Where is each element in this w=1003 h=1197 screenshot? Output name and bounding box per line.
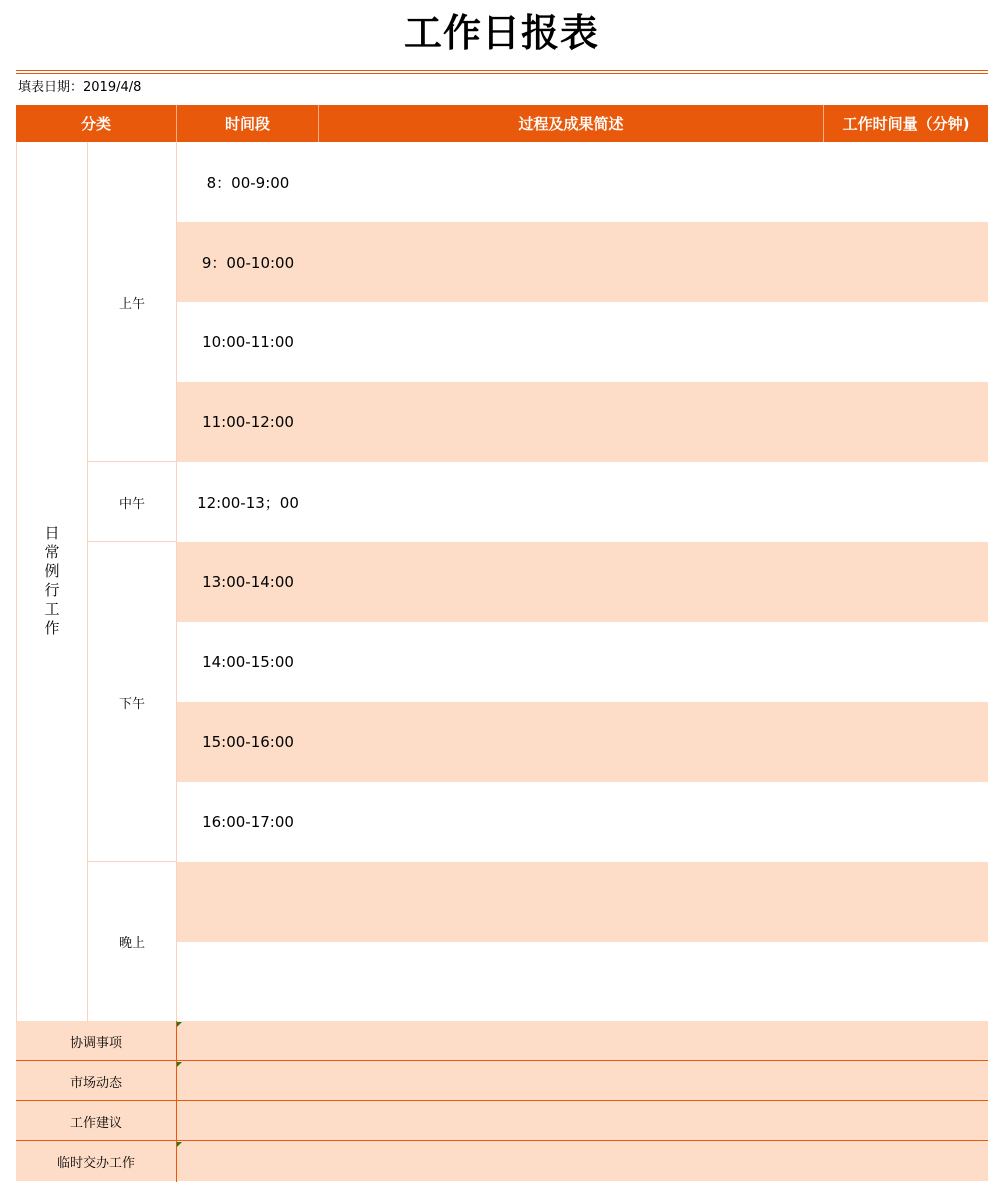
time-slot-cell: 15:00-16:00	[202, 733, 294, 751]
time-slot-cell	[177, 862, 319, 942]
time-slot-cell: 11:00-12:00	[202, 413, 294, 431]
page-title: 工作日报表	[403, 11, 599, 55]
header-description: 过程及成果简述	[318, 105, 823, 142]
period-morning: 上午	[118, 296, 145, 312]
time-slot-cell: 12:00-13；00	[197, 493, 299, 512]
comment-marker-icon	[177, 1022, 182, 1027]
comment-marker-icon	[177, 1142, 182, 1147]
time-slot-cell: 10:00-11:00	[202, 333, 294, 351]
time-slot-cell	[177, 942, 319, 1022]
column-divider	[176, 1021, 177, 1182]
header-duration: 工作时间量（分钟)	[823, 105, 988, 142]
title-rule-bottom	[16, 73, 988, 74]
time-slot-cell: 14:00-15:00	[202, 653, 294, 671]
title-rule-top	[16, 70, 988, 71]
category-label: 日常例行工作	[42, 524, 61, 639]
extra-label-market: 市场动态	[69, 1075, 122, 1091]
header-time-slot: 时间段	[176, 105, 318, 142]
period-afternoon: 下午	[118, 696, 145, 712]
comment-marker-icon	[177, 1062, 182, 1067]
extra-label-temporary: 临时交办工作	[56, 1155, 135, 1171]
extra-label-coordination: 协调事项	[69, 1035, 122, 1051]
header-category: 分类	[16, 105, 176, 142]
fill-date: 填表日期：2019/4/8	[18, 80, 142, 95]
extra-label-suggestion: 工作建议	[69, 1115, 122, 1131]
time-slot-cell: 13:00-14:00	[202, 573, 294, 591]
time-slot-cell: 8：00-9:00	[206, 173, 290, 192]
period-noon: 中午	[118, 496, 145, 512]
grid-line	[176, 142, 177, 1021]
time-slot-cell: 9：00-10:00	[201, 253, 295, 272]
category-daily-routine	[17, 142, 87, 1021]
period-evening: 晚上	[118, 936, 145, 951]
time-slot-cell: 16:00-17:00	[202, 813, 294, 831]
